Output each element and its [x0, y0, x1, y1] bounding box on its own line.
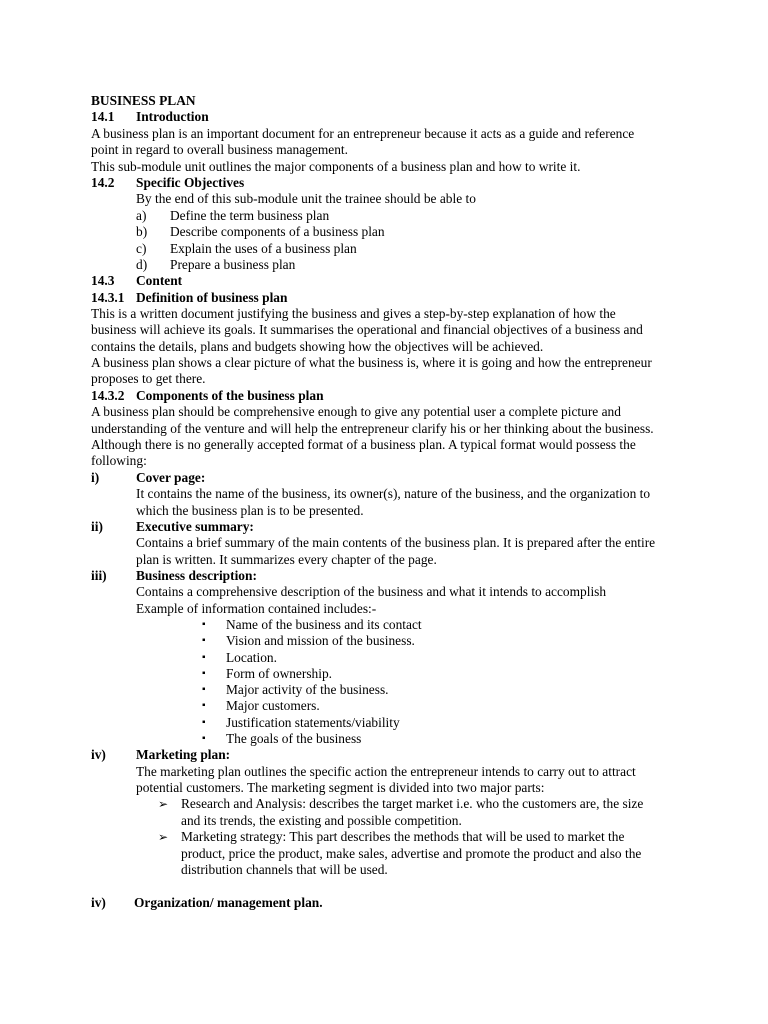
list-item: Prepare a business plan	[170, 257, 296, 272]
bullet-item: Major customers.	[226, 698, 320, 713]
section-heading: Content	[136, 273, 183, 288]
list-marker: b)	[136, 224, 148, 239]
paragraph-line: Research and Analysis: describes the target market i.e. who the customers are, the size	[181, 796, 644, 811]
list-item: Describe components of a business plan	[170, 224, 385, 239]
paragraph-line: This is a written document justifying the business and gives a step-by-step explanation of how the	[91, 306, 616, 321]
bullet-square-icon: ▪	[202, 619, 206, 630]
paragraph-line: This sub-module unit outlines the major components of a business plan and how to write it.	[91, 159, 581, 174]
paragraph-line: Example of information contained includes:-	[136, 601, 377, 616]
item-heading: Marketing plan:	[136, 747, 231, 762]
paragraph-line: A business plan should be comprehensive enough to give any potential user a complete picture and	[91, 404, 621, 419]
bullet-item: Location.	[226, 650, 277, 665]
item-heading: Executive summary:	[136, 519, 254, 534]
list-marker: a)	[136, 208, 147, 223]
paragraph-line: A business plan shows a clear picture of what the business is, where it is going and how the entrepreneur	[91, 355, 652, 370]
paragraph-line: Although there is no generally accepted format of a business plan. A typical format would possess the	[91, 437, 636, 452]
paragraph-line: The marketing plan outlines the specific action the entrepreneur intends to carry out to attract	[136, 764, 636, 779]
section-heading: Specific Objectives	[136, 175, 245, 190]
paragraph-line: proposes to get there.	[91, 371, 206, 386]
bullet-square-icon: ▪	[202, 668, 206, 679]
paragraph-line: and its trends, the existing and possible competition.	[181, 813, 462, 828]
section-number: 14.1	[91, 109, 115, 124]
list-marker: d)	[136, 257, 148, 272]
paragraph-line: Contains a brief summary of the main contents of the business plan. It is prepared after the entire	[136, 535, 656, 550]
paragraph-line: It contains the name of the business, its owner(s), nature of the business, and the organization to	[136, 486, 651, 501]
section-heading: Introduction	[136, 109, 209, 124]
arrow-bullet-icon: ➢	[158, 797, 169, 811]
bullet-square-icon: ▪	[202, 733, 206, 744]
section-heading: Components of the business plan	[136, 388, 324, 403]
item-heading: Business description:	[136, 568, 257, 583]
item-number: ii)	[91, 519, 103, 534]
paragraph-line: product, price the product, make sales, advertise and promote the product and also the	[181, 846, 642, 861]
list-item: Define the term business plan	[170, 208, 330, 223]
paragraph-line: which the business plan is to be presented.	[136, 503, 364, 518]
list-item: Explain the uses of a business plan	[170, 241, 357, 256]
paragraph-line: plan is written. It summarizes every chapter of the page.	[136, 552, 437, 567]
bullet-square-icon: ▪	[202, 700, 206, 711]
bullet-square-icon: ▪	[202, 684, 206, 695]
bullet-square-icon: ▪	[202, 635, 206, 646]
section-number: 14.3.1	[91, 290, 125, 305]
paragraph-line: A business plan is an important document for an entrepreneur because it acts as a guide and reference	[91, 126, 635, 141]
section-number: 14.3	[91, 273, 115, 288]
bullet-square-icon: ▪	[202, 717, 206, 728]
paragraph-line: distribution channels that will be used.	[181, 862, 388, 877]
bullet-item: The goals of the business	[226, 731, 362, 746]
paragraph-line: contains the details, plans and budgets showing how the objectives will be achieved.	[91, 339, 544, 354]
bullet-item: Major activity of the business.	[226, 682, 389, 697]
doc-title: BUSINESS PLAN	[91, 93, 196, 108]
bullet-item: Justification statements/viability	[226, 715, 400, 730]
bullet-item: Vision and mission of the business.	[226, 633, 415, 648]
item-number: iv)	[91, 895, 106, 910]
paragraph-line: point in regard to overall business management.	[91, 142, 348, 157]
item-number: i)	[91, 470, 100, 485]
bullet-item: Name of the business and its contact	[226, 617, 422, 632]
item-heading: Cover page:	[136, 470, 206, 485]
paragraph-line: understanding of the venture and will help the entrepreneur clarify his or her thinking about the business.	[91, 421, 654, 436]
paragraph-line: Marketing strategy: This part describes the methods that will be used to market the	[181, 829, 625, 844]
bullet-item: Form of ownership.	[226, 666, 333, 681]
section-number: 14.3.2	[91, 388, 125, 403]
paragraph-line: Contains a comprehensive description of the business and what it intends to accomplish	[136, 584, 607, 599]
paragraph-line: By the end of this sub-module unit the trainee should be able to	[136, 191, 476, 206]
item-number: iv)	[91, 747, 106, 762]
paragraph-line: potential customers. The marketing segment is divided into two major parts:	[136, 780, 545, 795]
list-marker: c)	[136, 241, 147, 256]
item-number: iii)	[91, 568, 107, 583]
bullet-square-icon: ▪	[202, 652, 206, 663]
section-heading: Definition of business plan	[136, 290, 288, 305]
section-number: 14.2	[91, 175, 115, 190]
item-heading: Organization/ management plan.	[134, 895, 323, 910]
paragraph-line: business will achieve its goals. It summarises the operational and financial objectives of a business and	[91, 322, 643, 337]
paragraph-line: following:	[91, 453, 147, 468]
arrow-bullet-icon: ➢	[158, 830, 169, 844]
